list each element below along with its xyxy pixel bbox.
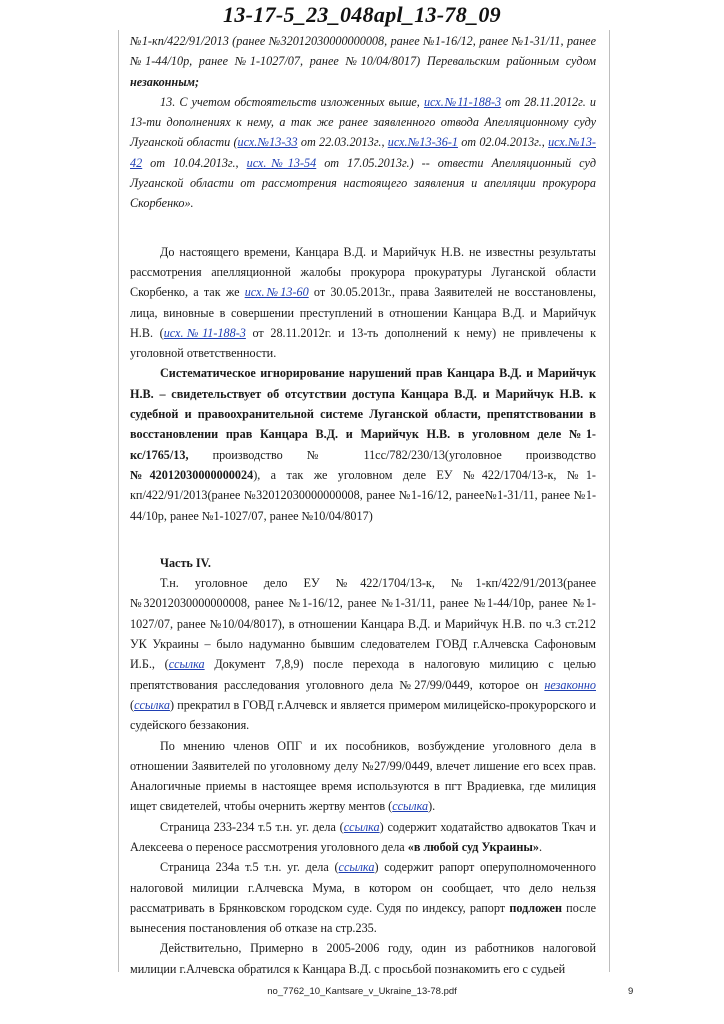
footer-filename: no_7762_10_Kantsare_v_Ukraine_13-78.pdf bbox=[267, 986, 457, 997]
ref-link-13-36-1[interactable]: исх.№13-36-1 bbox=[387, 135, 458, 150]
paragraph-indeed: Действительно, Примерно в 2005-2006 году, один из работников налоговой милиции г.Алчевска обратился к Канцара В.Д. с просьбой познакомить его с судьей bbox=[130, 941, 596, 976]
ref-link-13-60[interactable]: исх.№13-60 bbox=[244, 285, 309, 300]
document-header-title: 13-17-5_23_048apl_13-78_09 bbox=[223, 2, 501, 27]
page-number: 9 bbox=[628, 986, 634, 997]
ref-link-13-33[interactable]: исх.№13-33 bbox=[237, 135, 298, 150]
ref-link-ssylka[interactable]: ссылка bbox=[134, 697, 170, 712]
paragraph-criminal-case: Т.н. уголовное дело ЕУ №422/1704/13-к, №1-кп/422/91/2013(ранее №32012030000000008, ранее №1-16/12, ранее №1-31/11, ранее №1-44/10р, ранее №1-1027/07, ранее №10/04/8017), в отношении Канцара В.Д. и Марийчук Н.В. по ч.3 ст.212 УК Украины – было надуманно бывшим следователем ГОВД г.Алчевска Сафоновым И.Б., (ссылка Документ 7,8,9) после перехода в налоговую милицию с целью препятствования расследования уголовного дела №27/99/0449, которое он незаконно (ссылка) прекратил в ГОВД г.Алчевск и является примером милицейско-прокурорского и судейского беззакония. bbox=[130, 576, 597, 733]
ref-link-11-188-3-second[interactable]: исх.№11-188-3 bbox=[163, 325, 246, 340]
paragraph-request-12-end: №1-кп/422/91/2013 (ранее №32012030000000008, ранее №1-16/12, ранее №1-31/11, ранее №1-44/10р, ранее №1-1027/07, ранее №10/04/8017) Перевальским районным судом незаконным; bbox=[130, 34, 596, 89]
ref-link-13-54[interactable]: исх.№13-54 bbox=[246, 155, 317, 170]
ref-link-11-188-3[interactable]: исх.№11-188-3 bbox=[423, 94, 502, 109]
paragraph-systematic-ignoring: Систематическое игнорирование нарушений прав Канцара В.Д. и Марийчук Н.В. – свидетельствует об отсутствии доступа Канцара В.Д. и Марийчук Н.В. к судебной и правоохранительной системе Луганской области, препятствовании в восстановлении прав Канцара В.Д. и Марийчук Н.В. в уголовном деле №1-кс/1765/13, производство № 11сс/782/230/13(уголовное производство №42012030000000024), а так же уголовном деле ЕУ №422/1704/13-к, №1-кп/422/91/2013(ранее №32012030000000008, ранее №1-16/12, ранее№1-31/11, ранее №1-44/10р, ранее №1-1027/07, ранее №10/04/8017) bbox=[130, 366, 596, 523]
paragraph-page-234a: Страница 234а т.5 т.н. уг. дела (ссылка) содержит рапорт оперуполномоченного налоговой милиции г.Алчевска Мума, в котором он сообщает, что дело нельзя рассматривать в Брянковском городском суде. Судя по индексу, рапорт подложен после вынесения постановления об отказе на стр.235. bbox=[130, 860, 596, 936]
paragraph-request-13: 13. С учетом обстоятельств изложенных выше, исх.№11-188-3 от 28.11.2012г. и 13-ти дополнениях к нему, а так же ранее заявленного отвода Апелляционному суду Луганской области (исх.№13-33 от 22.03.2013г., исх.№13-36-1 от 02.04.2013г., исх.№13-42 от 10.04.2013г., исх.№13-54 от 17.05.2013г.) -- отвести Апелляционный суд Луганской области от рассмотрения настоящего заявления и апелляции прокурора Скорбенко». bbox=[130, 94, 596, 211]
spacer bbox=[130, 526, 596, 553]
paragraph-page-233: Страница 233-234 т.5 т.н. уг. дела (ссылка) содержит ходатайство адвокатов Ткач и Алексеева о переносе рассмотрения уголовного дела «в любой суд Украины». bbox=[130, 819, 596, 854]
paragraph-status: До настоящего времени, Канцара В.Д. и Марийчук Н.В. не известны результаты рассмотрения апелляционной жалобы прокурора прокуратуры Луганской области Скорбенко, а так же исх.№13-60 от 30.05.2013г., права Заявителей не восстановлены, лица, виновные в совершении преступлений в отношении Канцара В.Д. и Марийчук Н.В. (исх.№11-188-3 от 28.11.2012г. и 13-ть дополнений к нему) не привлечены к уголовной ответственности. bbox=[130, 244, 596, 361]
ref-link-ssylka[interactable]: ссылка bbox=[343, 819, 380, 834]
spacer bbox=[130, 214, 596, 242]
ref-link-ssylka[interactable]: ссылка bbox=[168, 657, 205, 672]
section-heading-part-4: Часть IV. bbox=[160, 555, 211, 570]
ref-link-ssylka[interactable]: ссылка bbox=[392, 799, 429, 814]
document-body bbox=[130, 31, 596, 979]
ref-link-13-42[interactable]: исх.№13-42 bbox=[130, 135, 596, 170]
ref-link-ssylka[interactable]: ссылка bbox=[338, 860, 375, 875]
paragraph-opg-opinion: По мнению членов ОПГ и их пособников, возбуждение уголовного дела в отношении Заявителей по уголовному делу №27/99/0449, влечет лишение его всех прав. Аналогичные приемы в настоящее время используются в пгт Врадиевка, где милиция ищет свидетелей, чтобы очернить жертву ментов (ссылка). bbox=[130, 738, 596, 814]
ref-link-nezakonno[interactable]: незаконно bbox=[544, 677, 596, 692]
